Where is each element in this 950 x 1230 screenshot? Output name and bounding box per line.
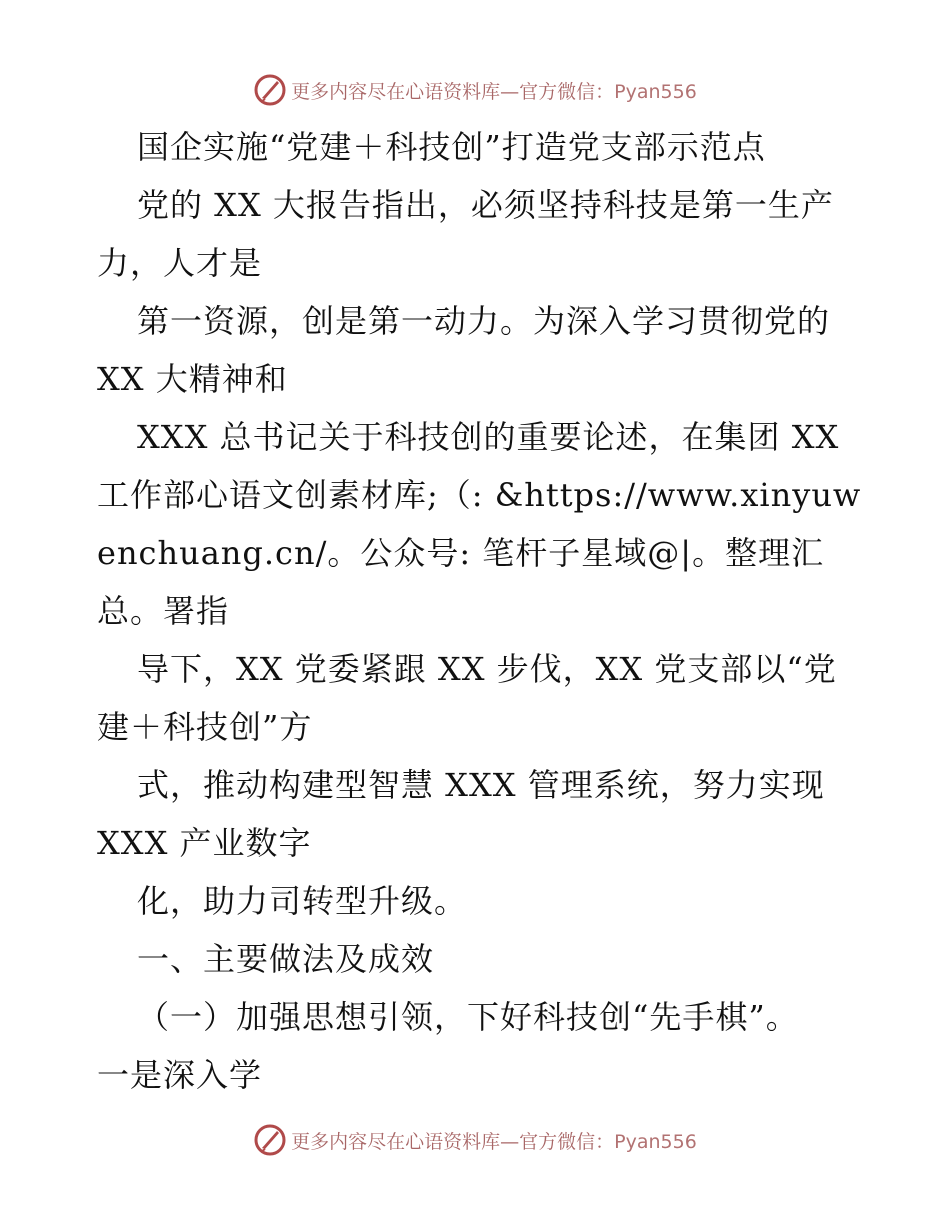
quill-logo-icon (253, 73, 287, 107)
document-body (97, 118, 862, 1104)
watermark-text: 更多内容尽在心语资料库—官方微信：Pyan556 (291, 1130, 697, 1153)
text-line: enchuang.cn/。公众号: 笔杆子星域@|。整理汇 (97, 534, 825, 572)
text-line: 工作部心语文创素材库;（: &https://www.xinyuw (97, 476, 862, 514)
text-line: 国企实施“党建＋科技创”打造党支部示范点 (137, 128, 766, 166)
text-line: 式，推动构建型智慧 XXX 管理系统，努力实现 (137, 766, 825, 804)
watermark-header (0, 70, 950, 110)
text-line: 建＋科技创”方 (97, 708, 313, 746)
text-line: （一）加强思想引领，下好科技创“先手棋”。 (137, 998, 799, 1036)
text-line: 第一资源，创是第一动力。为深入学习贯彻党的 (137, 302, 831, 340)
text-line: 化，助力司转型升级。 (137, 882, 468, 920)
text-line: 导下，XX 党委紧跟 XX 步伐，XX 党支部以“党 (137, 650, 837, 688)
watermark-footer (0, 1120, 950, 1160)
watermark-text: 更多内容尽在心语资料库—官方微信：Pyan556 (291, 80, 697, 103)
text-line: 一是深入学 (97, 1056, 263, 1094)
text-line: 一、主要做法及成效 (137, 940, 435, 978)
text-line: XX 大精神和 (97, 360, 288, 398)
text-line: XXX 产业数字 (97, 824, 312, 862)
text-line: XXX 总书记关于科技创的重要论述，在集团 XX (137, 418, 840, 456)
quill-logo-icon (253, 1123, 287, 1157)
text-line: 力，人才是 (97, 244, 263, 282)
text-line: 总。署指 (97, 592, 230, 630)
text-line: 党的 XX 大报告指出，必须坚持科技是第一生产 (137, 186, 834, 224)
